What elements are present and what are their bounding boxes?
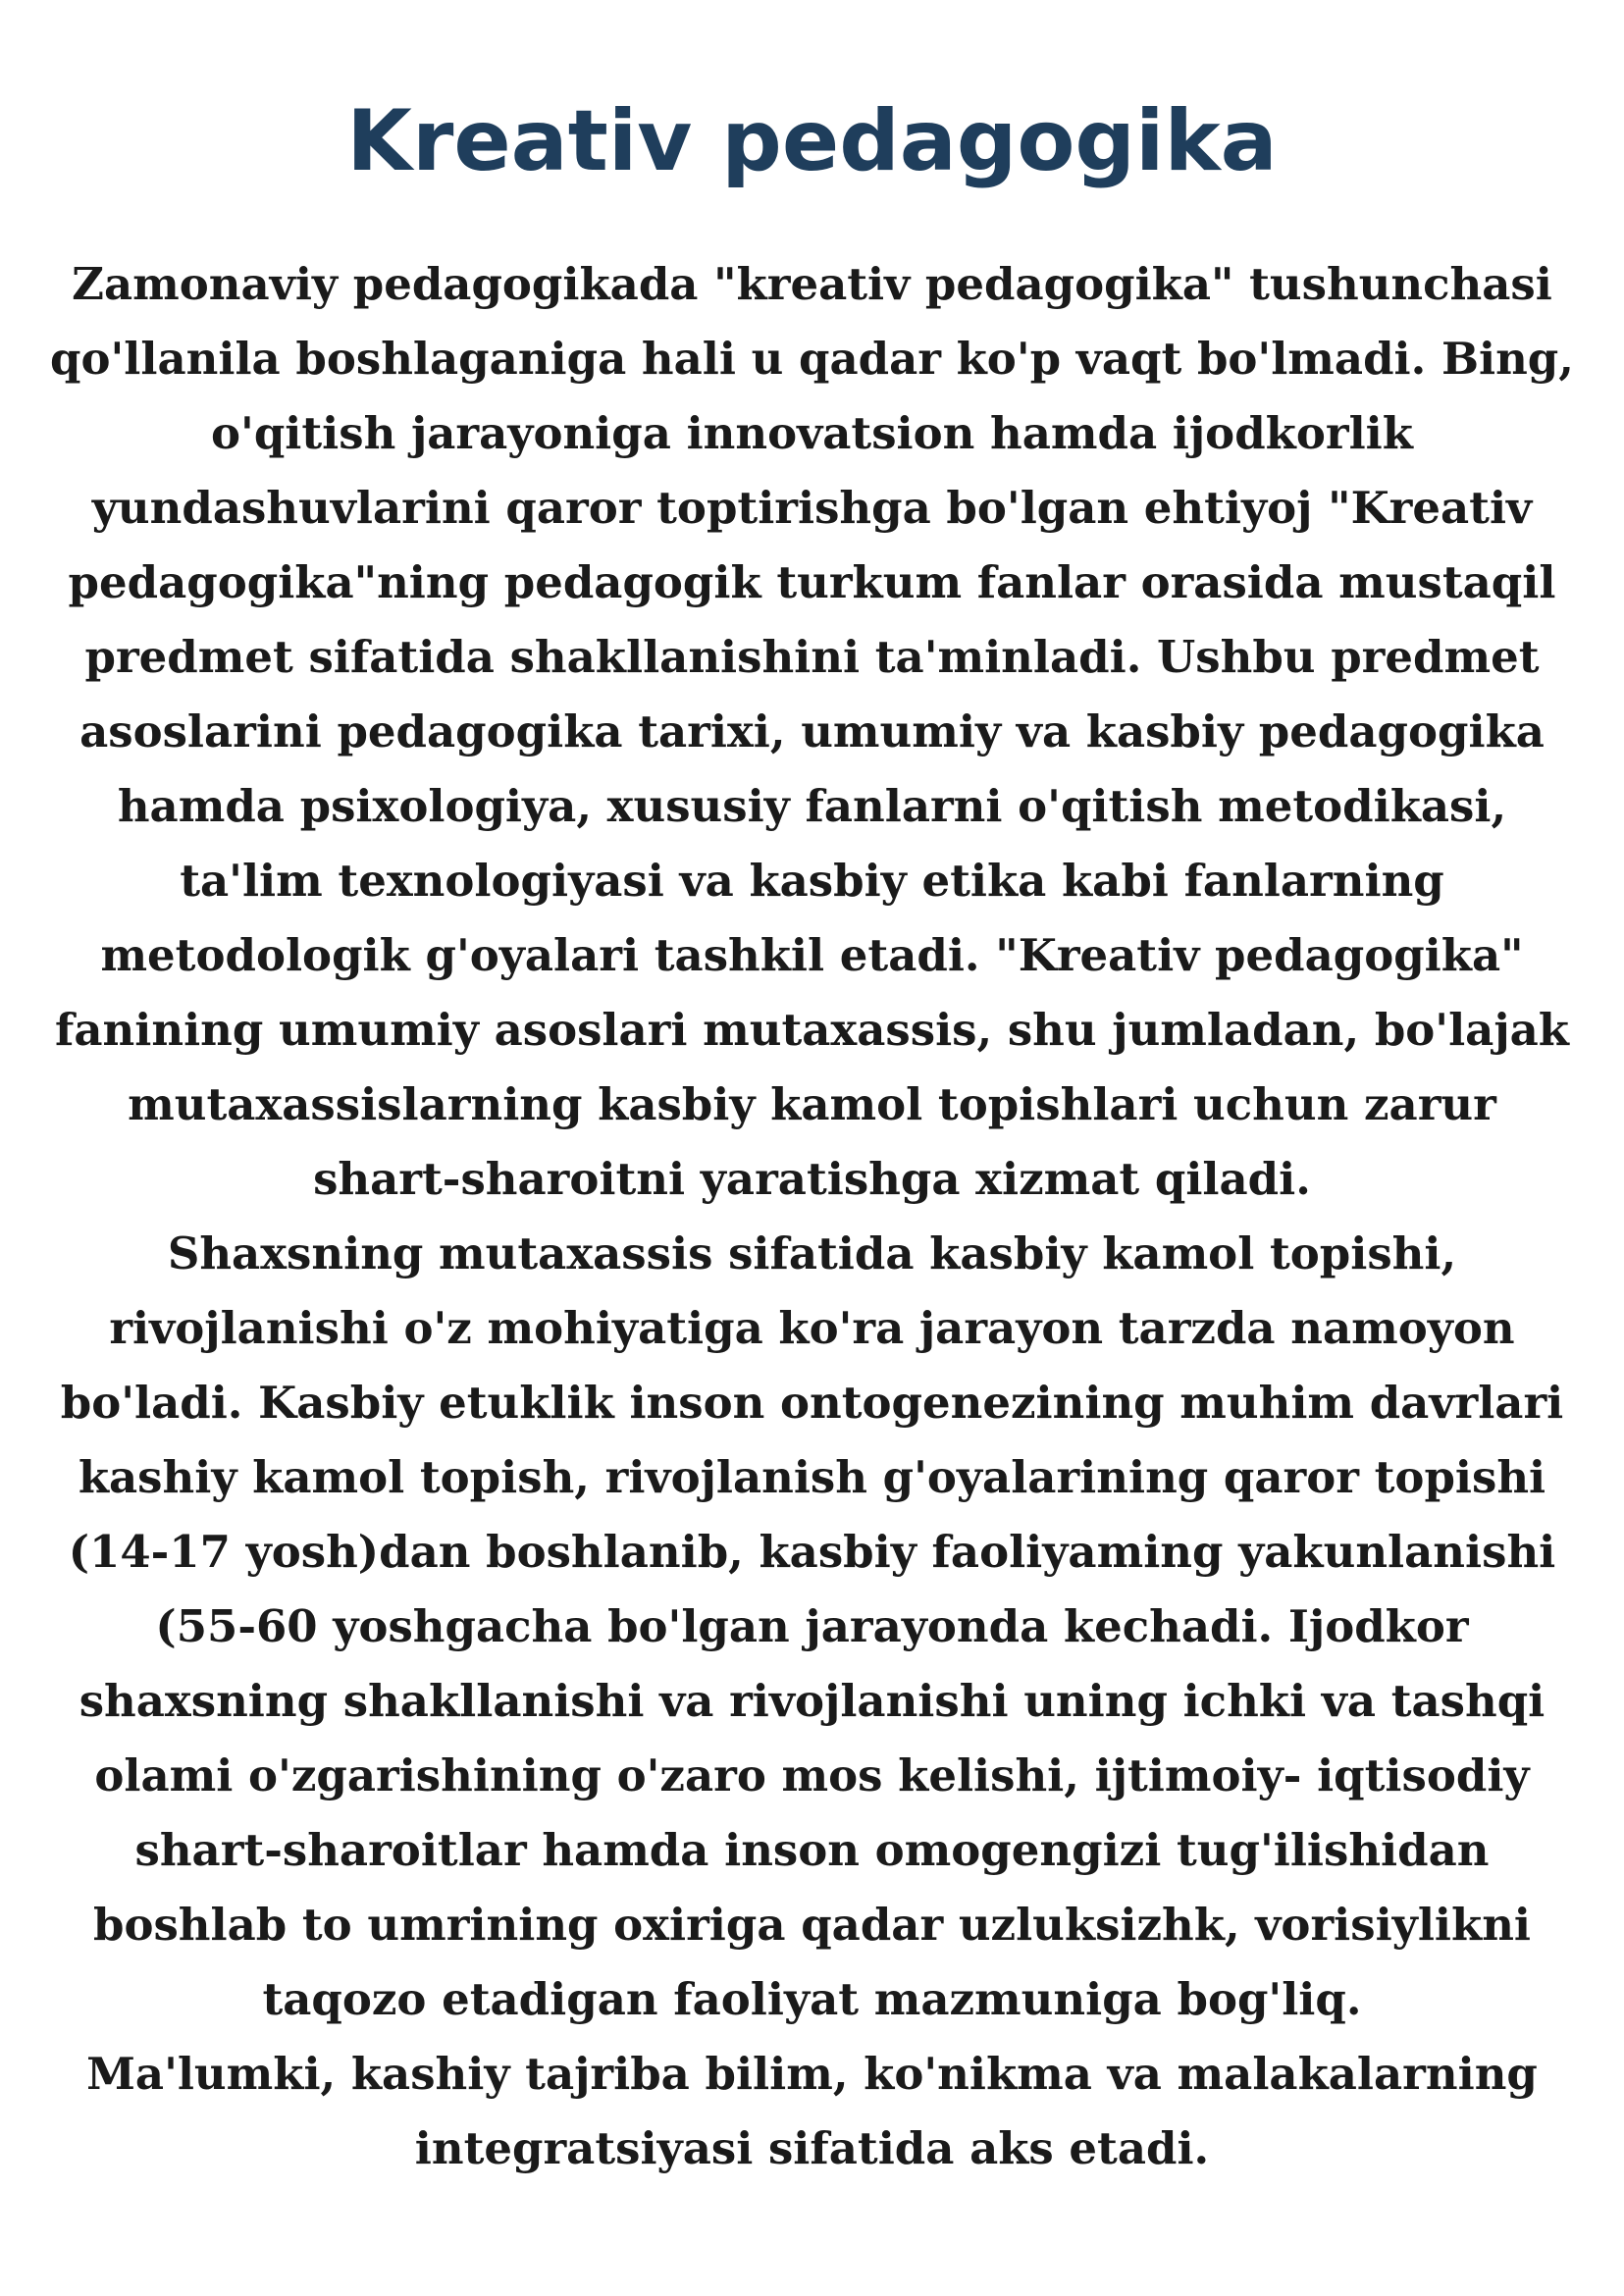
text-line: bo'ladi. Kasbiy etuklik inson ontogenezining muhim davrlari (60, 1377, 1564, 1429)
document-body (39, 247, 1585, 2186)
text-line: o'qitish jarayoniga innovatsion hamda ijodkorlik (211, 407, 1413, 459)
text-line: predmet sifatida shakllanishini ta'minladi. Ushbu predmet (84, 631, 1540, 683)
text-line: shart-sharoitni yaratishga xizmat qiladi. (313, 1153, 1311, 1205)
text-line: fanining umumiy asoslari mutaxassis, shu jumladan, bo'lajak (55, 1004, 1569, 1056)
text-line: metodologik g'oyalari tashkil etadi. "Kreativ pedagogika" (100, 929, 1524, 981)
text-line: Ma'lumki, kashiy tajriba bilim, ko'nikma va malakalarning (86, 2048, 1538, 2100)
paragraph-1 (39, 247, 1585, 1217)
text-line: shaxsning shakllanishi va rivojlanishi uning ichki va tashqi (79, 1675, 1545, 1727)
text-line: qo'llanila boshlaganiga hali u qadar ko'p vaqt bo'lmadi. Bing, (50, 333, 1574, 385)
text-line: rivojlanishi o'z mohiyatiga ko'ra jarayon tarzda namoyon (109, 1302, 1515, 1354)
text-line: kashiy kamol topish, rivojlanish g'oyalarining qaror topishi (78, 1451, 1546, 1503)
text-line: ta'lim texnologiyasi va kasbiy etika kabi fanlarning (180, 855, 1444, 907)
page-title: Kreativ pedagogika (346, 92, 1278, 190)
text-line: integratsiyasi sifatida aks etadi. (414, 2122, 1210, 2174)
text-line: yundashuvlarini qaror toptirishga bo'lgan ehtiyoj "Kreativ (91, 482, 1533, 534)
text-line: Shaxsning mutaxassis sifatida kasbiy kamol topishi, (167, 1227, 1457, 1279)
text-line: taqozo etadigan faoliyat mazmuniga bog'liq. (262, 1973, 1362, 2025)
text-line: shart-sharoitlar hamda inson omogengizi tug'ilishidan (134, 1824, 1490, 1876)
paragraph-3 (39, 2037, 1585, 2186)
text-line: mutaxassislarning kasbiy kamol topishlari uchun zarur (128, 1078, 1496, 1130)
text-line: pedagogika"ning pedagogik turkum fanlar orasida mustaqil (68, 556, 1556, 608)
text-line: (55-60 yoshgacha bo'lgan jarayonda kechadi. Ijodkor (155, 1600, 1469, 1652)
text-line: asoslarini pedagogika tarixi, umumiy va kasbiy pedagogika (79, 705, 1545, 757)
text-line: olami o'zgarishining o'zaro mos kelishi, ijtimoiy- iqtisodiy (94, 1749, 1530, 1801)
text-line: Zamonaviy pedagogikada "kreativ pedagogika" tushunchasi (72, 258, 1552, 310)
text-line: (14-17 yosh)dan boshlanib, kasbiy faoliyaming yakunlanishi (68, 1526, 1556, 1578)
text-line: hamda psixologiya, xususiy fanlarni o'qitish metodikasi, (117, 780, 1507, 832)
paragraph-2 (39, 1217, 1585, 2037)
text-line: boshlab to umrining oxiriga qadar uzluksizhk, vorisiylikni (92, 1899, 1532, 1951)
